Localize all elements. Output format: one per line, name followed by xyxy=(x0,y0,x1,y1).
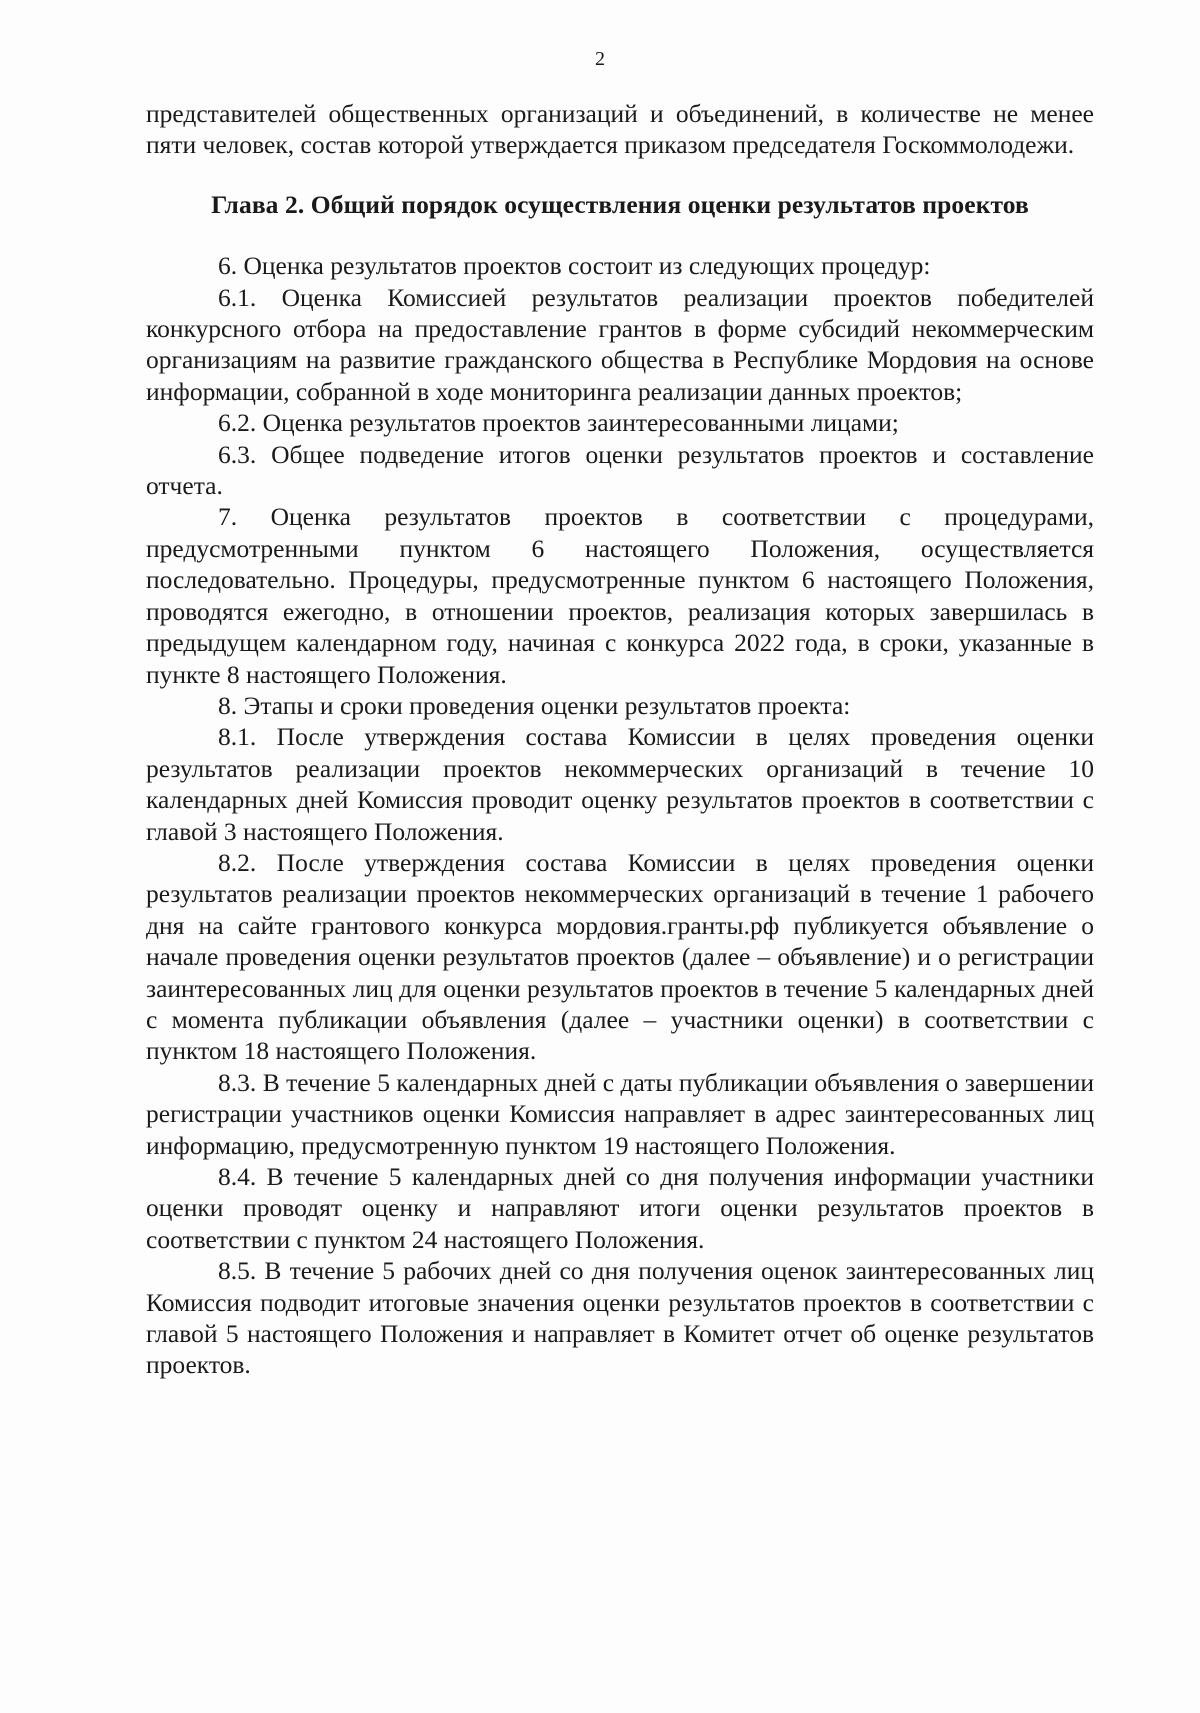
document-body xyxy=(146,98,1094,1381)
paragraph-continuation: представителей общественных организаций и объединений, в количестве не менее пяти человек, состав которой утверждается приказом председателя Госкоммолодежи. xyxy=(146,99,1094,160)
page-number: 2 xyxy=(595,48,605,70)
paragraph-7: 7. Оценка результатов проектов в соответствии с процедурами, предусмотренными пунктом 6 настоящего Положения, осуществляется последовательно. Процедуры, предусмотренные пунктом 6 настоящего Положения, проводятся ежегодно, в отношении проектов, реализация которых завершилась в предыдущем календарном году, начиная с конкурса 2022 года, в сроки, указанные в пункте 8 настоящего Положения. xyxy=(146,502,1094,689)
paragraph-8-3: 8.3. В течение 5 календарных дней с даты публикации объявления о завершении регистрации участников оценки Комиссия направляет в адрес заинтересованных лиц информацию, предусмотренную пунктом 19 настоящего Положения. xyxy=(146,1067,1094,1160)
paragraph-6-2: 6.2. Оценка результатов проектов заинтересованными лицами; xyxy=(218,408,899,438)
paragraph-6: 6. Оценка результатов проектов состоит из следующих процедур: xyxy=(218,251,931,281)
chapter-heading: Глава 2. Общий порядок осуществления оценки результатов проектов xyxy=(211,189,1029,219)
paragraph-8-1: 8.1. После утверждения состава Комиссии в целях проведения оценки результатов реализации проектов некоммерческих организаций в течение 10 календарных дней Комиссия проводит оценку результатов проектов в соответствии с главой 3 настоящего Положения. xyxy=(146,722,1094,846)
paragraph-6-1: 6.1. Оценка Комиссией результатов реализации проектов победителей конкурсного отбора на предоставление грантов в форме субсидий некоммерческим организациям на развитие гражданского общества в Республике Мордовия на основе информации, собранной в ходе мониторинга реализации данных проектов; xyxy=(146,282,1094,406)
paragraph-8: 8. Этапы и сроки проведения оценки результатов проекта: xyxy=(218,690,851,720)
paragraph-8-4: 8.4. В течение 5 календарных дней со дня получения информации участники оценки проводят оценку и направляют итоги оценки результатов проектов в соответствии с пунктом 24 настоящего Положения. xyxy=(146,1162,1094,1254)
paragraph-8-2: 8.2. После утверждения состава Комиссии в целях проведения оценки результатов реализации проектов некоммерческих организаций в течение 1 рабочего дня на сайте грантового конкурса мордовия.гранты.рф публикуется объявление о начале проведения оценки результатов проектов (далее – объявление) и о регистрации заинтересованных лиц для оценки результатов проектов в течение 5 календарных дней с момента публикации объявления (далее – участники оценки) в соответствии с пунктом 18 настоящего Положения. xyxy=(146,847,1094,1066)
paragraph-8-5: 8.5. В течение 5 рабочих дней со дня получения оценок заинтересованных лиц Комиссия подводит итоговые значения оценки результатов проектов в соответствии с главой 5 настоящего Положения и направляет в Комитет отчет об оценке результатов проектов. xyxy=(146,1256,1094,1380)
paragraph-6-3: 6.3. Общее подведение итогов оценки результатов проектов и составление отчета. xyxy=(146,439,1094,501)
